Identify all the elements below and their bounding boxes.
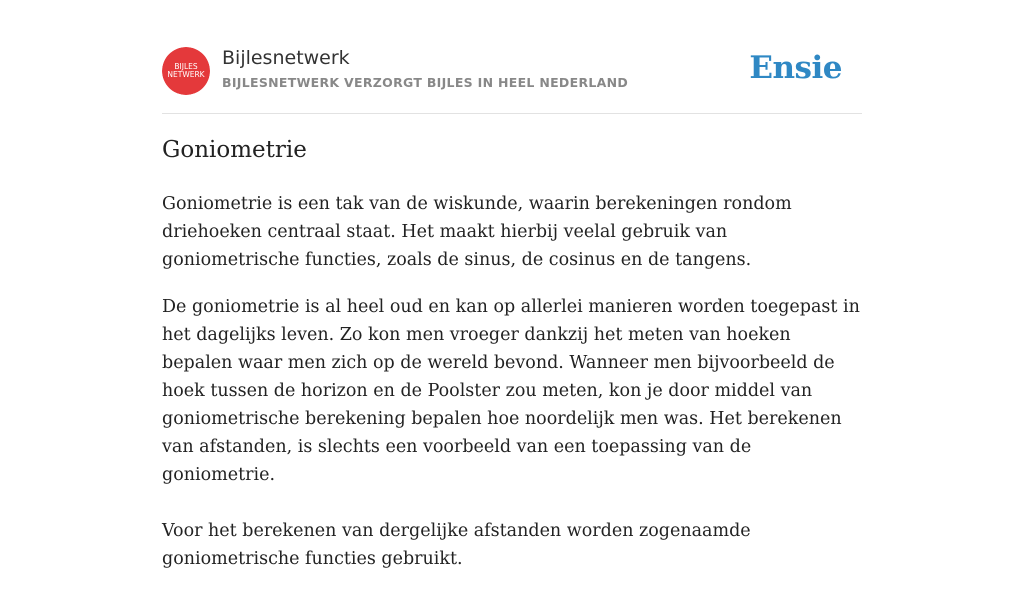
author-name[interactable]: Bijlesnetwerk [222, 47, 350, 69]
article-header [162, 46, 862, 96]
header-divider [162, 113, 862, 114]
bijlesnetwerk-logo-icon [162, 47, 210, 95]
article-paragraph: De goniometrie is al heel oud en kan op allerlei manieren worden toegepast in het dagelijks leven. Zo kon men vroeger dankzij het meten van hoeken bepalen waar men zich op de wereld bevond. Wanneer men bijvoorbeeld de hoek tussen de horizon en de Poolster zou meten, kon je door middel van goniometrische berekening bepalen hoe noordelijk men was. Het berekenen van afstanden, is slechts een voorbeeld van een toepassing van de goniometrie. [162, 297, 860, 485]
logo-text-line1: BIJLES [174, 62, 198, 71]
logo-text-line2: NETWERK [167, 70, 205, 79]
author-avatar[interactable] [162, 47, 210, 95]
article-title: Goniometrie [162, 137, 307, 163]
article-paragraph: Goniometrie is een tak van de wiskunde, waarin berekeningen rondom driehoeken centraal staat. Het maakt hierbij veelal gebruik van goniometrische functies, zoals de sinus, de cosinus en de tangens. [162, 194, 792, 270]
article-paragraph: Voor het berekenen van dergelijke afstanden worden zogenaamde goniometrische functies gebruikt. [162, 521, 751, 569]
ensie-logo[interactable]: Ensie [749, 50, 842, 86]
author-tagline: BIJLESNETWERK VERZORGT BIJLES IN HEEL NEDERLAND [222, 75, 629, 90]
article-body [162, 190, 862, 592]
